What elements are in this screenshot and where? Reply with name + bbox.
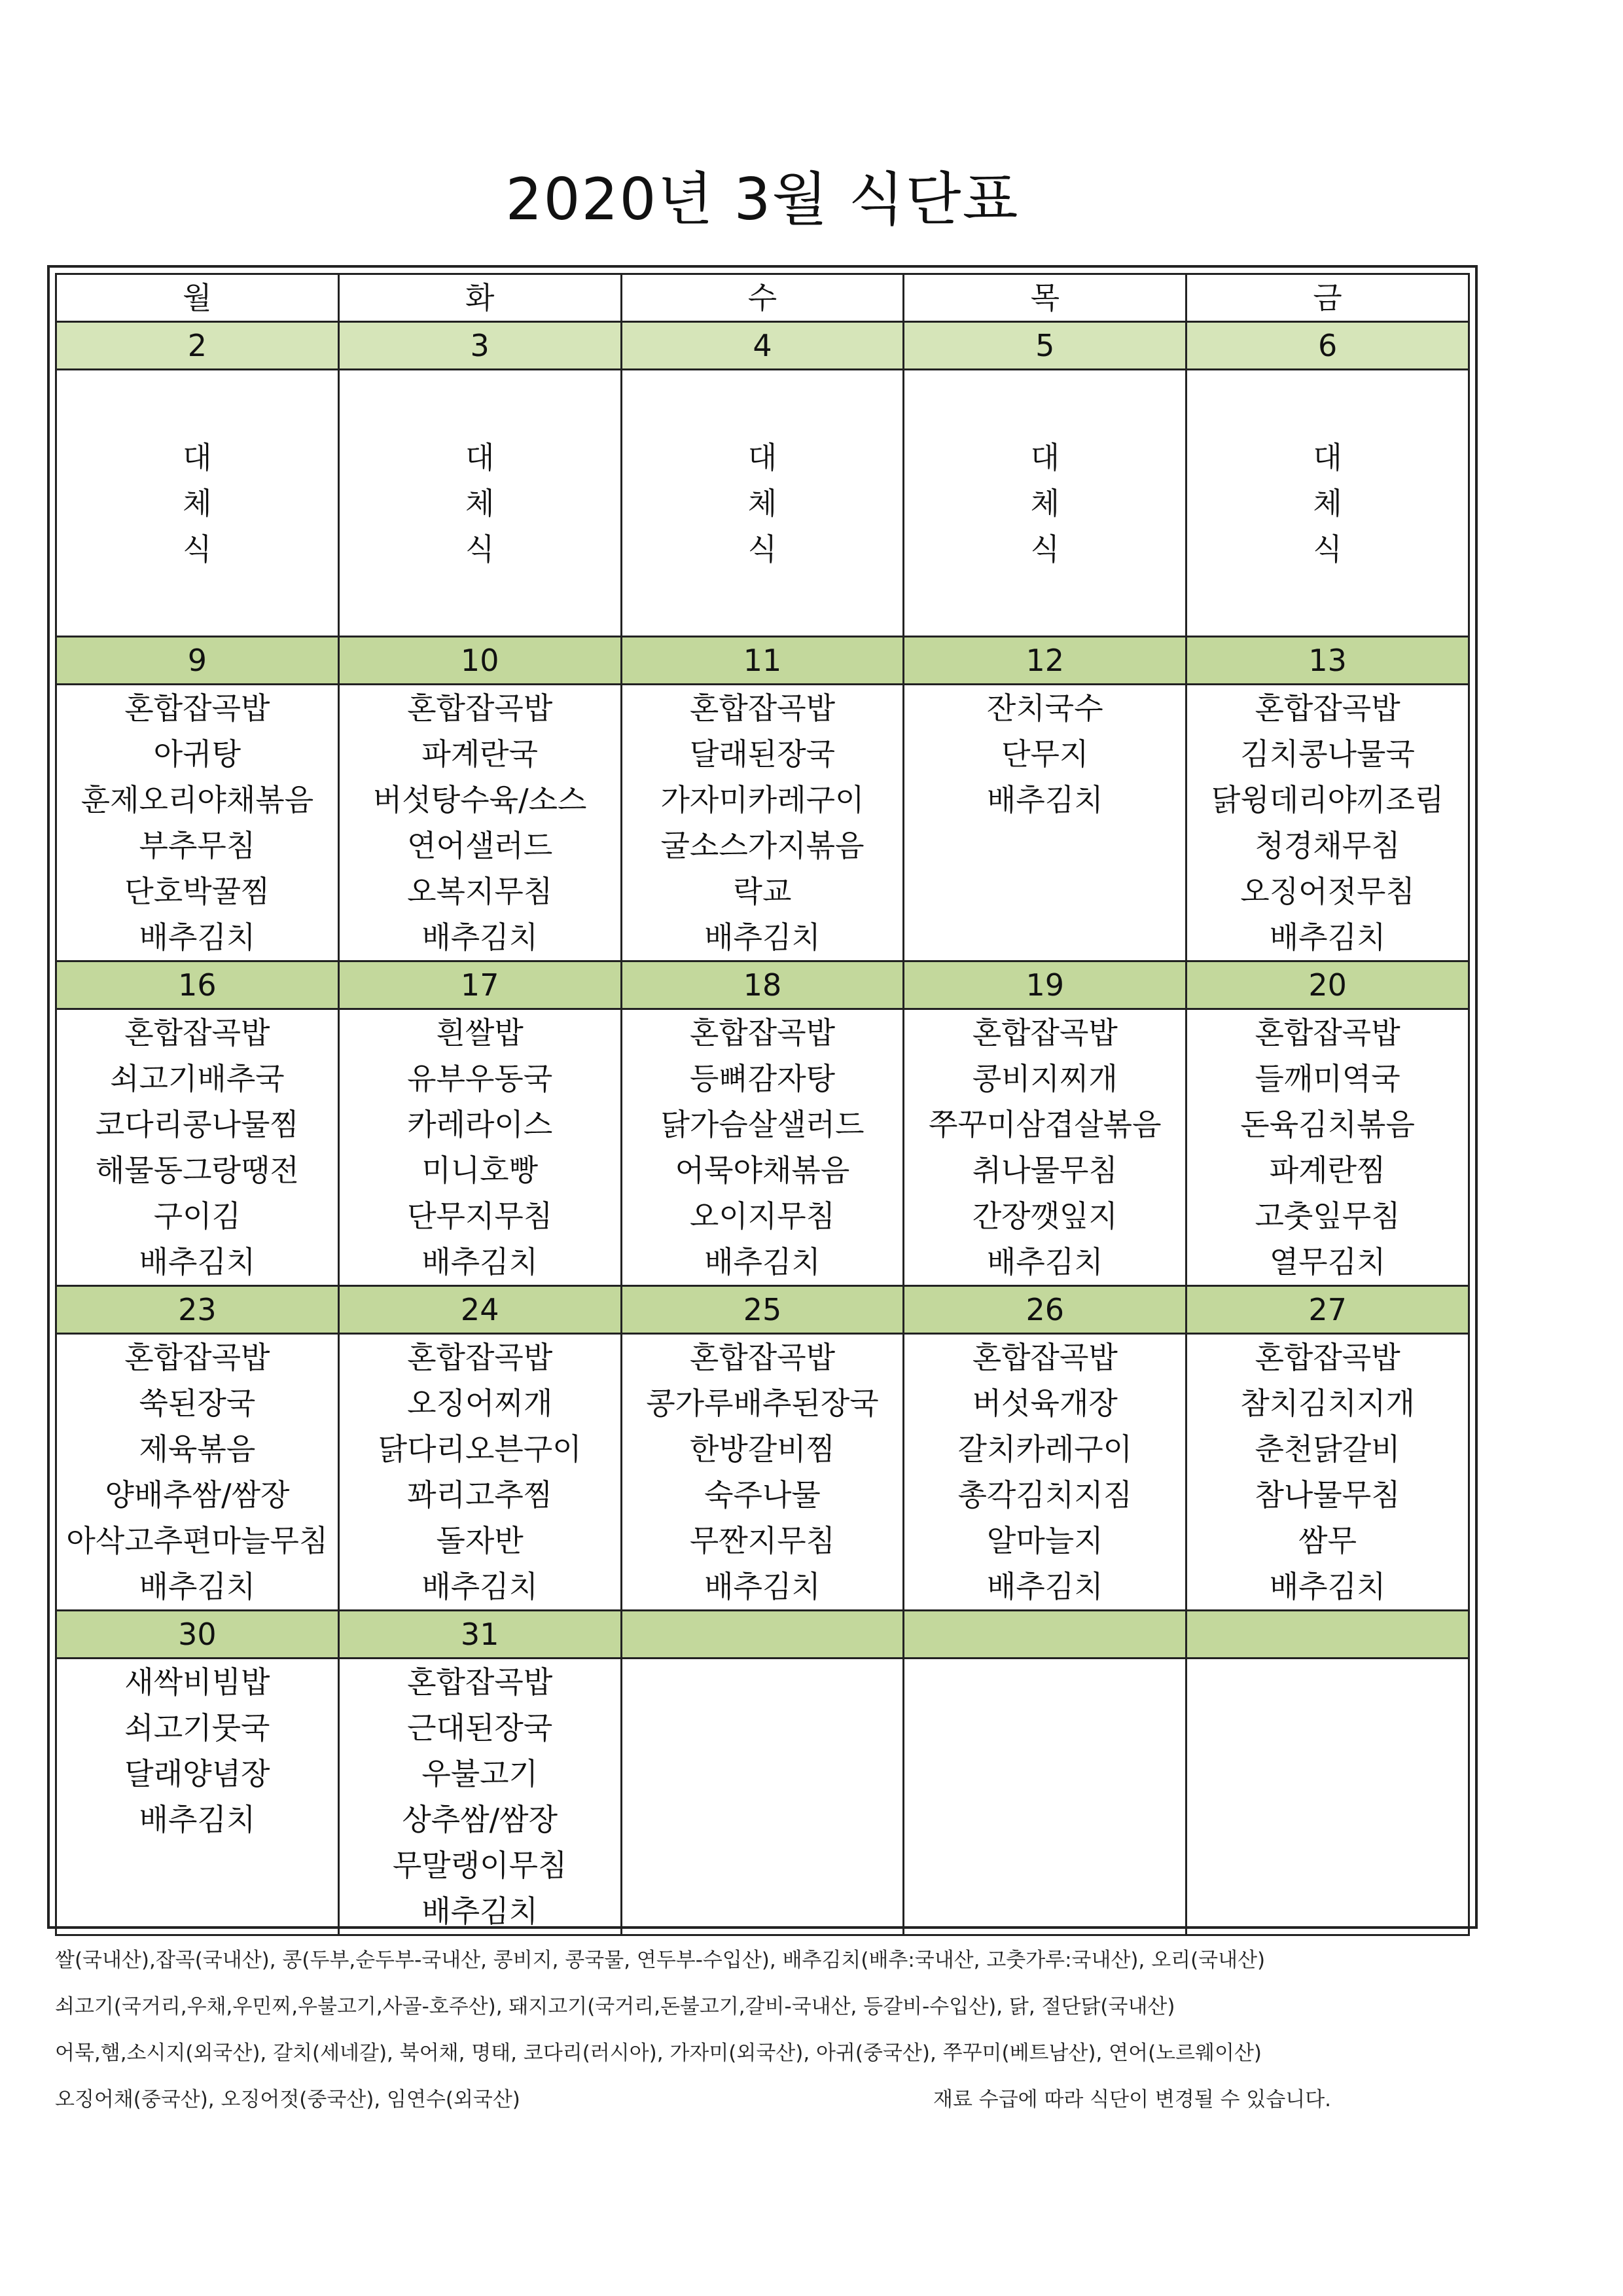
dish-item: 체 bbox=[1313, 485, 1342, 521]
date-cell: 10 bbox=[338, 637, 621, 685]
date-cell: 23 bbox=[56, 1286, 339, 1334]
dish-item: 김치콩나물국 bbox=[1240, 736, 1415, 772]
origin-note-line: 쇠고기(국거리,우채,우민찌,우불고기,사골-호주산), 돼지고기(국거리,돈불고기,갈비-국내산, 등갈비-수입산), 닭, 절단닭(국내산) bbox=[55, 1995, 1175, 2018]
dish-item: 알마늘지 bbox=[986, 1523, 1103, 1558]
dish-item: 혼합잡곡밥 bbox=[972, 1340, 1118, 1375]
menu-cell bbox=[56, 685, 339, 961]
dish-item: 상추쌈/쌈장 bbox=[402, 1802, 558, 1837]
date-cell: 26 bbox=[904, 1286, 1186, 1334]
menu-cell bbox=[621, 1334, 904, 1611]
dish-item: 배추김치 bbox=[139, 1244, 256, 1280]
dish-item: 갈치카레구이 bbox=[957, 1431, 1133, 1467]
dish-item: 배추김치 bbox=[139, 920, 256, 955]
dish-item: 혼합잡곡밥 bbox=[407, 691, 553, 726]
menu-cell bbox=[621, 685, 904, 961]
dish-item: 혼합잡곡밥 bbox=[972, 1015, 1118, 1050]
dish-item: 배추김치 bbox=[421, 920, 539, 955]
dish-item: 쌈무 bbox=[1298, 1523, 1357, 1558]
dish-item: 숙주나물 bbox=[704, 1477, 821, 1513]
menu-cell bbox=[621, 1009, 904, 1286]
dish-item: 배추김치 bbox=[704, 1569, 821, 1604]
date-cell bbox=[904, 1611, 1186, 1659]
dish-item: 배추김치 bbox=[139, 1802, 256, 1837]
dish-item: 달래된장국 bbox=[689, 736, 836, 772]
dish-item: 청경채무침 bbox=[1255, 828, 1400, 863]
dish-item: 체 bbox=[183, 485, 212, 521]
menu-cell bbox=[1186, 1659, 1469, 1935]
menu-row bbox=[56, 1334, 1469, 1611]
dish-item: 쑥된장국 bbox=[139, 1386, 256, 1421]
dish-item: 파계란국 bbox=[421, 736, 539, 772]
dish-item: 대 bbox=[183, 439, 212, 475]
dish-item: 돈육김치볶음 bbox=[1240, 1107, 1415, 1142]
dish-item: 흰쌀밥 bbox=[436, 1015, 524, 1050]
dish-item: 단무지무침 bbox=[407, 1198, 553, 1234]
date-row bbox=[56, 322, 1469, 370]
dish-item: 오복지무침 bbox=[407, 874, 553, 909]
menu-cell bbox=[904, 1334, 1186, 1611]
dish-item: 총각김치지짐 bbox=[957, 1477, 1133, 1513]
menu-change-disclaimer: 재료 수급에 따라 식단이 변경될 수 있습니다. bbox=[933, 2088, 1332, 2111]
date-cell: 18 bbox=[621, 961, 904, 1009]
dish-item: 유부우동국 bbox=[407, 1061, 553, 1096]
menu-cell bbox=[904, 1659, 1186, 1935]
dish-item: 아귀탕 bbox=[153, 736, 241, 772]
dish-item: 콩가루배추된장국 bbox=[646, 1386, 879, 1421]
dish-item: 참나물무침 bbox=[1255, 1477, 1400, 1513]
dish-item: 연어샐러드 bbox=[407, 828, 553, 863]
dish-item: 닭다리오븐구이 bbox=[378, 1431, 582, 1467]
dish-item: 열무김치 bbox=[1269, 1244, 1386, 1280]
dish-item: 배추김치 bbox=[421, 1244, 539, 1280]
dish-item: 돌자반 bbox=[436, 1523, 524, 1558]
dish-item: 무말랭이무침 bbox=[392, 1848, 567, 1883]
weekday-thu: 목 bbox=[904, 274, 1186, 322]
date-cell: 6 bbox=[1186, 322, 1469, 370]
menu-table-frame bbox=[47, 265, 1478, 1929]
dish-item: 혼합잡곡밥 bbox=[689, 1015, 836, 1050]
dish-item: 식 bbox=[747, 531, 777, 567]
dish-item: 꽈리고추찜 bbox=[407, 1477, 553, 1513]
origin-note-line: 쌀(국내산),잡곡(국내산), 콩(두부,순두부-국내산, 콩비지, 콩국물, 연두부-수입산), 배추김치(배추:국내산, 고춧가루:국내산), 오리(국내산) bbox=[55, 1948, 1266, 1972]
dish-item: 체 bbox=[747, 485, 777, 521]
weekday-mon: 월 bbox=[56, 274, 339, 322]
dish-item: 버섯탕수육/소스 bbox=[372, 782, 587, 817]
menu-cell bbox=[1186, 1334, 1469, 1611]
dish-item: 파계란찜 bbox=[1269, 1153, 1386, 1188]
menu-cell bbox=[621, 1659, 904, 1935]
dish-item: 식 bbox=[465, 531, 495, 567]
dish-item: 들깨미역국 bbox=[1255, 1061, 1400, 1096]
dish-item: 대 bbox=[747, 439, 777, 475]
dish-item: 취나물무침 bbox=[972, 1153, 1118, 1188]
menu-row bbox=[56, 685, 1469, 961]
menu-cell bbox=[1186, 1009, 1469, 1286]
origin-note-text: 오징어채(중국산), 오징어젓(중국산), 임연수(외국산) bbox=[55, 2088, 520, 2111]
date-cell: 27 bbox=[1186, 1286, 1469, 1334]
dish-item: 배추김치 bbox=[139, 1569, 256, 1604]
weekday-tue: 화 bbox=[338, 274, 621, 322]
menu-cell bbox=[338, 685, 621, 961]
menu-cell bbox=[338, 370, 621, 637]
dish-item: 배추김치 bbox=[986, 1244, 1103, 1280]
dish-item: 혼합잡곡밥 bbox=[1255, 691, 1400, 726]
dish-item: 체 bbox=[465, 485, 495, 521]
dish-item: 대 bbox=[1313, 439, 1342, 475]
menu-cell bbox=[56, 1009, 339, 1286]
dish-item: 콩비지찌개 bbox=[972, 1061, 1118, 1096]
menu-cell bbox=[338, 1659, 621, 1935]
dish-item: 잔치국수 bbox=[986, 691, 1103, 726]
dish-item: 무짠지무침 bbox=[689, 1523, 836, 1558]
dish-item: 훈제오리야채볶음 bbox=[80, 782, 314, 817]
dish-item: 우불고기 bbox=[421, 1756, 539, 1791]
dish-item: 오이지무침 bbox=[689, 1198, 836, 1234]
dish-item: 혼합잡곡밥 bbox=[407, 1664, 553, 1700]
date-cell: 17 bbox=[338, 961, 621, 1009]
dish-item: 가자미카레구이 bbox=[660, 782, 865, 817]
menu-cell bbox=[1186, 685, 1469, 961]
dish-item: 혼합잡곡밥 bbox=[689, 1340, 836, 1375]
date-cell: 11 bbox=[621, 637, 904, 685]
dish-item: 배추김치 bbox=[986, 1569, 1103, 1604]
date-row bbox=[56, 637, 1469, 685]
dish-item: 오징어찌개 bbox=[407, 1386, 553, 1421]
date-cell: 4 bbox=[621, 322, 904, 370]
dish-item: 혼합잡곡밥 bbox=[124, 691, 270, 726]
date-cell: 2 bbox=[56, 322, 339, 370]
dish-item: 버섯육개장 bbox=[972, 1386, 1118, 1421]
date-cell: 20 bbox=[1186, 961, 1469, 1009]
date-row bbox=[56, 961, 1469, 1009]
dish-item: 카레라이스 bbox=[407, 1107, 553, 1142]
date-cell: 19 bbox=[904, 961, 1186, 1009]
dish-item: 등뼈감자탕 bbox=[689, 1061, 836, 1096]
menu-row bbox=[56, 1009, 1469, 1286]
date-cell: 3 bbox=[338, 322, 621, 370]
dish-item: 쇠고기배추국 bbox=[110, 1061, 285, 1096]
dish-item: 부추무침 bbox=[139, 828, 256, 863]
dish-item: 춘천닭갈비 bbox=[1255, 1431, 1400, 1467]
dish-item: 혼합잡곡밥 bbox=[1255, 1015, 1400, 1050]
dish-item: 근대된장국 bbox=[407, 1710, 553, 1746]
menu-cell bbox=[56, 370, 339, 637]
dish-item: 고춧잎무침 bbox=[1255, 1198, 1400, 1234]
date-cell: 30 bbox=[56, 1611, 339, 1659]
menu-cell bbox=[56, 1659, 339, 1935]
dish-item: 굴소스가지볶음 bbox=[660, 828, 865, 863]
date-cell bbox=[1186, 1611, 1469, 1659]
dish-item: 혼합잡곡밥 bbox=[124, 1340, 270, 1375]
dish-item: 닭윙데리야끼조림 bbox=[1211, 782, 1444, 817]
dish-item: 배추김치 bbox=[704, 1244, 821, 1280]
date-cell: 25 bbox=[621, 1286, 904, 1334]
dish-item: 단무지 bbox=[1001, 736, 1089, 772]
origin-note-line: 어묵,햄,소시지(외국산), 갈치(세네갈), 북어채, 명태, 코다리(러시아), 가자미(외국산), 아귀(중국산), 쭈꾸미(베트남산), 연어(노르웨이산) bbox=[55, 2041, 1262, 2065]
dish-item: 양배추쌈/쌈장 bbox=[105, 1477, 290, 1513]
menu-table bbox=[55, 273, 1470, 1936]
weekday-wed: 수 bbox=[621, 274, 904, 322]
dish-item: 대 bbox=[1030, 439, 1060, 475]
dish-item: 달래양념장 bbox=[124, 1756, 270, 1791]
menu-cell bbox=[338, 1334, 621, 1611]
dish-item: 참치김치지개 bbox=[1240, 1386, 1415, 1421]
dish-item: 어묵야채볶음 bbox=[675, 1153, 850, 1188]
weekday-header-row bbox=[56, 274, 1469, 322]
dish-item: 구이김 bbox=[153, 1198, 241, 1234]
date-row bbox=[56, 1286, 1469, 1334]
origin-notes bbox=[55, 1937, 1495, 2123]
dish-item: 제육볶음 bbox=[139, 1431, 256, 1467]
dish-item: 한방갈비찜 bbox=[689, 1431, 836, 1467]
dish-item: 배추김치 bbox=[421, 1569, 539, 1604]
menu-cell bbox=[904, 685, 1186, 961]
dish-item: 대 bbox=[465, 439, 495, 475]
dish-item: 쇠고기뭇국 bbox=[124, 1710, 270, 1746]
origin-note-line bbox=[55, 2077, 1495, 2123]
date-row bbox=[56, 1611, 1469, 1659]
dish-item: 간장깻잎지 bbox=[972, 1198, 1118, 1234]
dish-item: 미니호빵 bbox=[421, 1153, 539, 1188]
dish-item: 락교 bbox=[733, 874, 792, 909]
dish-item: 배추김치 bbox=[986, 782, 1103, 817]
menu-cell bbox=[904, 1009, 1186, 1286]
dish-item: 혼합잡곡밥 bbox=[1255, 1340, 1400, 1375]
dish-item: 아삭고추편마늘무침 bbox=[66, 1523, 329, 1558]
date-cell: 31 bbox=[338, 1611, 621, 1659]
dish-item: 식 bbox=[183, 531, 212, 567]
menu-row bbox=[56, 1659, 1469, 1935]
date-cell bbox=[621, 1611, 904, 1659]
dish-item: 닭가슴살샐러드 bbox=[660, 1107, 865, 1142]
menu-cell bbox=[621, 370, 904, 637]
menu-row bbox=[56, 370, 1469, 637]
dish-item: 새싹비빔밥 bbox=[124, 1664, 270, 1700]
dish-item: 쭈꾸미삼겹살볶음 bbox=[929, 1107, 1162, 1142]
date-cell: 9 bbox=[56, 637, 339, 685]
date-cell: 5 bbox=[904, 322, 1186, 370]
menu-cell bbox=[904, 370, 1186, 637]
dish-item: 혼합잡곡밥 bbox=[124, 1015, 270, 1050]
dish-item: 단호박꿀찜 bbox=[124, 874, 270, 909]
weekday-fri: 금 bbox=[1186, 274, 1469, 322]
date-cell: 13 bbox=[1186, 637, 1469, 685]
menu-cell bbox=[1186, 370, 1469, 637]
dish-item: 배추김치 bbox=[704, 920, 821, 955]
page-title: 2020년 3월 식단표 bbox=[505, 166, 1020, 233]
dish-item: 배추김치 bbox=[1269, 920, 1386, 955]
date-cell: 24 bbox=[338, 1286, 621, 1334]
dish-item: 식 bbox=[1030, 531, 1060, 567]
dish-item: 해물동그랑땡전 bbox=[95, 1153, 299, 1188]
dish-item: 식 bbox=[1313, 531, 1342, 567]
dish-item: 혼합잡곡밥 bbox=[689, 691, 836, 726]
menu-cell bbox=[338, 1009, 621, 1286]
dish-item: 혼합잡곡밥 bbox=[407, 1340, 553, 1375]
date-cell: 16 bbox=[56, 961, 339, 1009]
dish-item: 오징어젓무침 bbox=[1240, 874, 1415, 909]
dish-item: 배추김치 bbox=[1269, 1569, 1386, 1604]
dish-item: 코다리콩나물찜 bbox=[95, 1107, 299, 1142]
dish-item: 배추김치 bbox=[421, 1893, 539, 1929]
dish-item: 체 bbox=[1030, 485, 1060, 521]
menu-cell bbox=[56, 1334, 339, 1611]
date-cell: 12 bbox=[904, 637, 1186, 685]
